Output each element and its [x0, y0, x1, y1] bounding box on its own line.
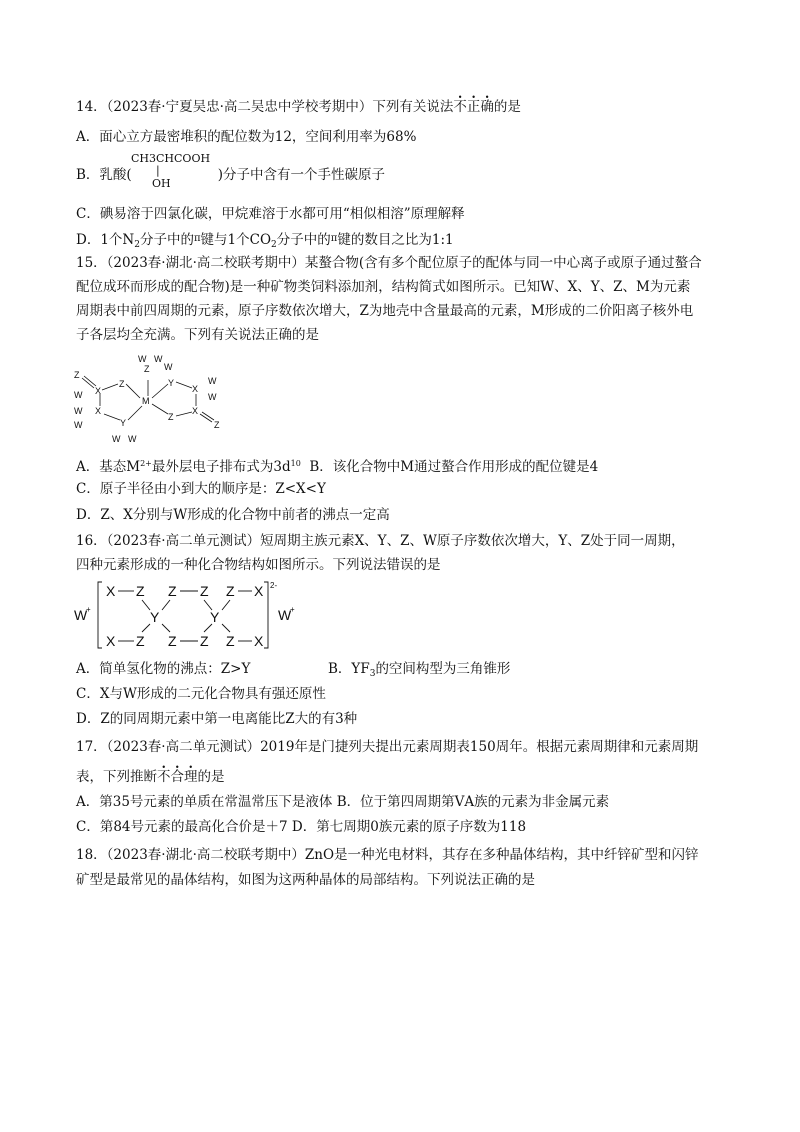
atom-z: Z	[74, 370, 80, 380]
q14-d-t1: D．1个N	[76, 232, 135, 248]
emphasis-char: 不	[157, 769, 171, 785]
atom-y: Y	[210, 609, 220, 625]
q15-line-4: 子各层均全充满。下列有关说法正确的是	[76, 327, 319, 343]
atom-y: Y	[150, 609, 160, 625]
q15-line-3: 周期表中前四周期的元素，原子序数依次增大，Z为地壳中含量最高的元素，M形成的二价阳离子核外电	[76, 303, 694, 319]
atom-y: Y	[120, 418, 127, 428]
cation-w: W	[278, 607, 292, 623]
q16-line-2: 四种元素形成的一种化合物结构如图所示。下列说法错误的是	[76, 557, 441, 573]
q15-a-t2: 最外层电子排布式为3d	[151, 459, 291, 475]
lactic-acid-bond: |	[156, 164, 160, 177]
q14-option-b-prefix: B．乳酸(	[76, 167, 132, 183]
atom-z: Z	[226, 583, 235, 599]
atom-z: Z	[200, 583, 209, 599]
atom-w: W	[74, 406, 83, 416]
atom-x: X	[95, 386, 102, 396]
atom-m: M	[142, 396, 150, 406]
atom-z: Z	[136, 633, 145, 649]
q16-option-d: D．Z的同周期元素中第一电离能比Z大的有3种	[76, 711, 358, 727]
q17-options-cd: C．第84号元素的最高化合价是＋7 D．第七周期0族元素的原子序数为118	[76, 819, 527, 835]
cation-w: W	[74, 607, 88, 623]
atom-z: Z	[144, 364, 150, 374]
atom-w: W	[208, 392, 217, 402]
emphasis-char: 正	[466, 99, 481, 115]
atom-z: Z	[168, 412, 174, 422]
atom-w: W	[208, 376, 217, 386]
atom-x: X	[106, 583, 116, 599]
anion-structure-diagram	[72, 578, 312, 652]
atom-z: Z	[168, 583, 177, 599]
q15-a-sup2: 10	[290, 459, 301, 468]
q14-d-t3: 键与1个CO	[200, 232, 272, 248]
atom-x: X	[254, 583, 264, 599]
atom-w: W	[74, 390, 83, 400]
q15-a-t1: A．基态M	[76, 459, 141, 475]
atom-w: W	[138, 354, 147, 364]
q15-option-ab	[76, 455, 598, 476]
emphasis-char: 合	[170, 769, 184, 785]
q14-d-t4: 分子中的	[276, 232, 331, 248]
cation-charge: +	[86, 605, 91, 614]
q16-b-sub: 3	[369, 669, 376, 679]
atom-w: W	[112, 434, 121, 444]
lactic-acid-formula-bottom: OH	[152, 177, 171, 190]
q18-line-2: 矿型是最常见的晶体结构，如图为这两种晶体的局部结构。下列说法正确的是	[76, 872, 535, 888]
q16-b-t1: B．YF	[328, 661, 370, 677]
atom-z: Z	[214, 420, 220, 430]
q14-option-a: A．面心立方最密堆积的配位数为12，空间利用率为68%	[76, 129, 417, 145]
q14-option-b	[76, 166, 385, 184]
q14-option-d	[76, 230, 454, 254]
lactic-acid-formula-top: CH3CHCOOH	[131, 152, 211, 165]
atom-w: W	[154, 354, 163, 364]
emphasis-char: 确	[480, 99, 494, 115]
q14-stem-text: 14．（2023春·宁夏吴忠·高二吴忠中学校考期中）下列有关说法	[76, 99, 454, 115]
atom-x: X	[192, 406, 199, 416]
q16-b-t2: 的空间构型为三角锥形	[375, 661, 511, 677]
atom-x: X	[106, 633, 116, 649]
q14-option-c: C．碘易溶于四氯化碳，甲烷难溶于水都可用“相似相溶”原理解释	[76, 206, 465, 222]
atom-z: Z	[200, 633, 209, 649]
q14-d-sub1: 2	[134, 240, 140, 250]
emphasis-char: 理	[184, 769, 198, 785]
atom-x: X	[95, 406, 102, 416]
q17-line-2	[76, 768, 225, 786]
cation-charge: +	[290, 605, 295, 614]
q15-line-2: 配位成环而形成的配合物)是一种矿物类饲料添加剂，结构简式如图所示。已知W、X、Y、Z、M为元素	[76, 279, 691, 295]
q17-options-ab: A．第35号元素的单质在常温常压下是液体 B．位于第四周期第ⅤA族的元素为非金属元素	[76, 794, 610, 810]
q16-line-1: 16．（2023春·高二单元测试）短周期主族元素X、Y、Z、W原子序数依次增大，Y、Z处于同一周期，	[76, 533, 685, 549]
q15-a-sup1: 2+	[140, 459, 152, 468]
q14-option-b-suffix: )分子中含有一个手性碳原子	[217, 167, 385, 183]
q15-option-c: C．原子半径由小到大的顺序是：Z<X<Y	[76, 481, 326, 497]
q15-b-text: B．该化合物中M通过螯合作用形成的配位键是4	[300, 459, 599, 475]
atom-x: X	[254, 633, 264, 649]
q16-option-a: A．简单氢化物的沸点：Z>Y	[76, 661, 251, 677]
atom-w: W	[164, 362, 173, 372]
q15-option-d: D．Z、X分别与W形成的化合物中前者的沸点一定高	[76, 507, 390, 523]
q17-line-2-text: 表，下列推断	[76, 769, 157, 785]
q16-option-b	[328, 660, 510, 683]
q17-line-1: 17．（2023春·高二单元测试）2019年是门捷列夫提出元素周期表150周年。根据元素周期律和元素周期	[76, 739, 699, 755]
q15-line-1: 15．（2023春·湖北·高二校联考期中）某螯合物(含有多个配位原子的配体与同一中心离子或原子通过螯合	[76, 255, 702, 271]
q17-line-2-tail: 的是	[197, 769, 225, 785]
atom-z: Z	[119, 379, 125, 389]
atom-z: Z	[168, 633, 177, 649]
atom-z: Z	[136, 583, 145, 599]
q14-d-t5: 键的数目之比为1:1	[337, 232, 454, 248]
atom-y: Y	[168, 378, 175, 388]
chelate-structure-diagram	[68, 350, 238, 450]
emphasis-char: 不	[453, 99, 467, 115]
q14-stem	[76, 98, 521, 116]
atom-z: Z	[226, 633, 235, 649]
q18-line-1: 18．（2023春·湖北·高二校联考期中）ZnO是一种光电材料，其存在多种晶体结构，其中纤锌矿型和闪锌	[76, 847, 699, 863]
q14-d-sub2: 2	[271, 240, 277, 250]
atom-w: W	[128, 434, 137, 444]
pi-symbol: π	[330, 233, 338, 244]
atom-x: X	[192, 384, 199, 394]
q14-d-t2: 分子中的	[139, 232, 194, 248]
anion-charge: 2-	[270, 581, 278, 590]
atom-w: W	[74, 420, 83, 430]
pi-symbol: π	[193, 233, 201, 244]
q16-option-c: C．X与W形成的二元化合物具有强还原性	[76, 686, 326, 702]
q14-stem-tail: 的是	[493, 99, 521, 115]
